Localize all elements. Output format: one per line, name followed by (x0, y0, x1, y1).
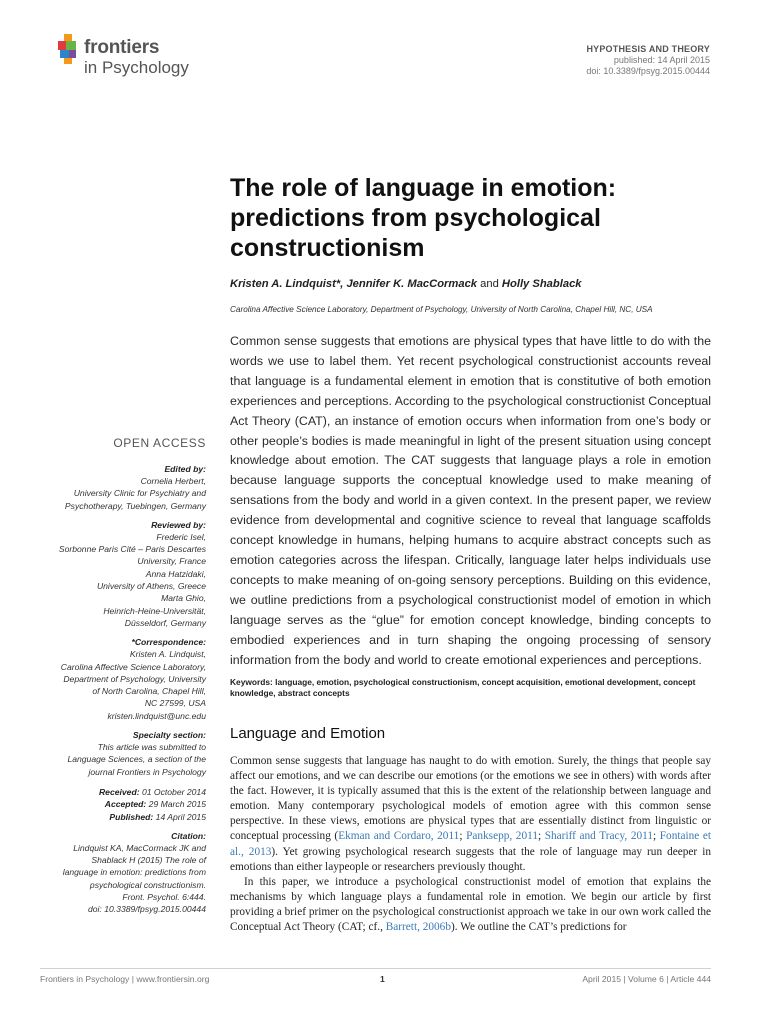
citation-link[interactable]: Shariff and Tracy, 2011 (544, 830, 654, 843)
footer-issue-info: April 2015 | Volume 6 | Article 444 (582, 974, 711, 984)
correspondence-line: Department of Psychology, University (63, 673, 206, 684)
paragraph-text: ). We outline the CAT’s predictions for (450, 921, 627, 934)
published-date-sidebar: 14 April 2015 (153, 811, 206, 822)
paragraph-text: In this paper, we introduce a psychological constructionist model of emotion that explains the mechanisms by which language plays a fundamental role in emotion. We begin our article by first providing a brief primer on the psychological constructionist approach we take in our own work called the Conceptual Act Theory (CAT; cf., (230, 875, 711, 934)
received-date: 01 October 2014 (139, 786, 206, 797)
reviewed-by-label: Reviewed by: (151, 519, 206, 530)
reviewer-line: Düsseldorf, Germany (124, 617, 206, 628)
open-access-label: OPEN ACCESS (113, 436, 206, 450)
section-heading: Language and Emotion (230, 725, 386, 742)
specialty-section-label: Specialty section: (132, 730, 206, 741)
correspondence-line: Kristen A. Lindquist, (129, 649, 206, 660)
author-name[interactable]: Holly Shablack (501, 278, 582, 290)
body-text (230, 754, 711, 935)
author-list (230, 278, 582, 290)
author-name[interactable]: Kristen A. Lindquist (230, 278, 336, 290)
citation-doi[interactable]: doi: 10.3389/fpsyg.2015.00444 (87, 904, 206, 915)
reviewer-line: Heinrich-Heine-Universität, (103, 605, 206, 616)
editor-line: Psychotherapy, Tuebingen, Germany (64, 500, 206, 511)
correspondence-line: of North Carolina, Chapel Hill, (92, 686, 206, 697)
editor-line: University Clinic for Psychiatry and (73, 488, 206, 499)
body-paragraph (230, 875, 711, 935)
citation-label: Citation: (171, 830, 206, 841)
reviewer-line: Anna Hatzidaki, (145, 568, 206, 579)
citation-line: psychological constructionism. (89, 879, 206, 890)
citation-line: Lindquist KA, MacCormack JK and (73, 842, 206, 853)
footer-journal-link[interactable]: Frontiers in Psychology | www.frontiersin.org (40, 974, 210, 984)
published-date: published: 14 April 2015 (613, 55, 710, 65)
citation-separator: ; (459, 830, 467, 843)
published-row (40, 811, 206, 823)
doi-link[interactable]: doi: 10.3389/fpsyg.2015.00444 (586, 66, 710, 76)
keywords: Keywords: language, emotion, psychological constructionism, concept acquisition, emotional development, concept knowledge, abstract concepts (230, 677, 696, 698)
author-conjunction: and (477, 278, 502, 290)
frontiers-logo-icon (58, 34, 80, 64)
page-number: 1 (380, 974, 385, 984)
reviewer-line: Marta Ghio, (161, 593, 206, 604)
accepted-row (40, 798, 206, 810)
reviewer-line: Frederic Isel, (156, 531, 206, 542)
citation-separator: ; (537, 830, 545, 843)
reviewer-line: University, France (137, 556, 206, 567)
article-title: The role of language in emotion: predictions from psychological constructionism (230, 174, 617, 262)
specialty-line: Language Sciences, a section of the (67, 754, 206, 765)
correspondence-line: Carolina Affective Science Laboratory, (60, 661, 206, 672)
correspondence-line: NC 27599, USA (144, 698, 206, 709)
correspondence-email[interactable]: kristen.lindquist@unc.edu (107, 710, 206, 721)
journal-logo-brand: frontiers (84, 37, 160, 58)
reviewer-line: University of Athens, Greece (96, 581, 206, 592)
citation-link[interactable]: Barrett, 2006b (385, 921, 451, 934)
footer-divider (40, 968, 711, 969)
article-type: HYPOTHESIS AND THEORY (586, 44, 710, 54)
journal-logo-name: in Psychology (84, 58, 189, 77)
author-name[interactable]: , Jennifer K. MacCormack (340, 278, 478, 290)
citation-line: Shablack H (2015) The role of (91, 855, 206, 866)
accepted-date: 29 March 2015 (146, 799, 206, 810)
editor-line: Cornelia Herbert, (140, 476, 206, 486)
citation-link[interactable]: Fontaine et al., 2013 (230, 830, 712, 858)
specialty-line: This article was submitted to (97, 742, 206, 753)
paragraph-text: Common sense suggests that language has naught to do with emotion. Surely, the things that people say affect our emotions, and we can describe our emotions (or the emotions we see in others) with words after the fact. However, it is typically assumed that this is the extent of the relationship between language and emotion. Many contemporary psychological models of emotion agree with this common sense perspective. In these views, emotions are physical types that are essentially distinct from linguistic or conceptual processing ( (230, 755, 711, 843)
affiliation: Carolina Affective Science Laboratory, Department of Psychology, University of North Carolina, Chapel Hill, NC, USA (230, 305, 653, 314)
citation-line: Front. Psychol. 6:444. (122, 892, 206, 903)
citation-separator: ; (653, 830, 660, 843)
received-label: Received: (98, 786, 140, 797)
body-paragraph (230, 754, 711, 875)
specialty-line: journal Frontiers in Psychology (88, 766, 206, 777)
edited-by-label: Edited by: (164, 464, 206, 474)
abstract: Common sense suggests that emotions are physical types that have little to do with the words we use to label them. Yet recent psychological constructionist accounts reveal that language is a fundamental element in emotion that is constitutive of both emotion experiences and perceptions. According to the psychological constructionist Conceptual Act Theory (CAT), an instance of emotion occurs when information from one’s body or other people’s bodies is made meaningful in light of the present situation using concept knowledge about emotion. The CAT suggests that language plays a role in emotion because language supports the conceptual knowledge used to make meaning of sensations from the body and world in a given context. In the present paper, we review evidence from developmental and cognitive science to reveal that language scaffolds concept knowledge in humans, helping humans to acquire abstract concepts such as emotion categories across the lifespan. Critically, language later helps individuals use concepts to make meaning of on-going sensory perceptions. Building on this evidence, we outline predictions from a psychological constructionist model of emotion in which language serves as the “glue” for emotion concept knowledge, binding concepts to embodied experiences and in turn shaping the ongoing processing of sensory information from the body and world to create emotional experiences and perceptions. (230, 334, 711, 667)
paragraph-text: ). Yet growing psychological research suggests that the role of language may run deeper in emotions than either laypeople or researchers previously thought. (230, 845, 711, 873)
received-row (40, 786, 206, 798)
article-info-sidebar (40, 436, 206, 916)
citation-link[interactable]: Ekman and Cordaro, 2011 (338, 830, 460, 843)
citation-line: language in emotion: predictions from (62, 867, 206, 878)
accepted-label: Accepted: (104, 799, 147, 810)
correspondence-label: *Correspondence: (131, 637, 206, 648)
published-label: Published: (109, 811, 154, 822)
citation-link[interactable]: Panksepp, 2011 (466, 830, 538, 843)
reviewer-line: Sorbonne Paris Cité – Paris Descartes (58, 544, 206, 555)
corresponding-mark: * (335, 278, 341, 290)
